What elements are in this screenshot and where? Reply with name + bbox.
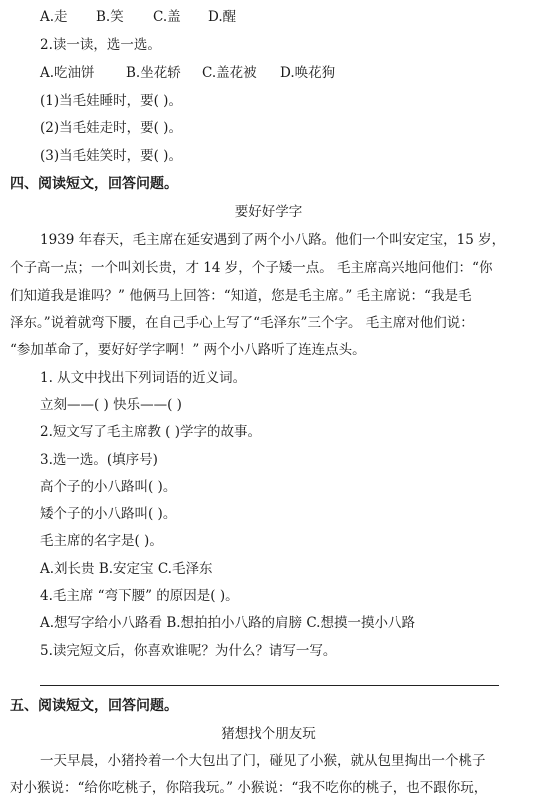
- q1-option-c: C.盖: [153, 9, 181, 25]
- q2-option-a: A.吃油饼: [40, 65, 95, 81]
- section4-question-4: 4.毛主席 “弯下腰” 的原因是( )。: [40, 588, 239, 604]
- section4-question-3-item-2: 矮个子的小八路叫( )。: [40, 506, 177, 522]
- section5-paragraph-line: 一天早晨，小猪拎着一个大包出了门，碰见了小猴，就从包里掏出一个桃子: [40, 753, 486, 769]
- section4-paragraph-line: 们知道我是谁吗？” 他俩马上回答：“知道，您是毛主席。” 毛主席说：“我是毛: [10, 288, 472, 304]
- q1-option-d: D.醒: [208, 9, 237, 25]
- q2-option-d: D.唤花狗: [280, 65, 336, 81]
- section5-heading: 五、阅读短文，回答问题。: [10, 698, 178, 714]
- section4-paragraph-line: “参加革命了，要好好学字啊！” 两个小八路听了连连点头。: [10, 342, 366, 358]
- q2-options: [40, 63, 335, 83]
- q1-option-a: A.走: [40, 9, 68, 25]
- section4-question-3-item-3: 毛主席的名字是( )。: [40, 533, 163, 549]
- q1-options: [40, 7, 236, 27]
- section4-question-3: 3.选一选。(填序号): [40, 452, 158, 468]
- section4-paragraph-line: 个子高一点；一个叫刘长贵，才 14 岁，个子矮一点。 毛主席高兴地问他们：“你: [10, 260, 493, 276]
- section4-question-4-options: A.想写字给小八路看 B.想拍拍小八路的肩膀 C.想摸一摸小八路: [40, 615, 415, 631]
- section4-passage-title: 要好好学字: [234, 204, 303, 220]
- section4-question-1: 1. 从文中找出下列词语的近义词。: [40, 370, 247, 386]
- q2-item-2: (2)当毛娃走时，要( )。: [40, 120, 182, 136]
- section4-question-5: 5.读完短文后，你喜欢谁呢？为什么？请写一写。: [40, 643, 337, 659]
- section5-passage-title: 猪想找个朋友玩: [221, 726, 316, 742]
- q2-item-1: (1)当毛娃睡时，要( )。: [40, 93, 182, 109]
- answer-line: [40, 685, 499, 686]
- section4-question-1-blanks: 立刻——( ) 快乐——( ): [40, 397, 182, 413]
- q2-item-3: (3)当毛娃笑时，要( )。: [40, 148, 182, 164]
- section4-heading: 四、阅读短文，回答问题。: [10, 176, 178, 192]
- section4-paragraph-line: 泽东。”说着就弯下腰，在自己手心上写了“毛泽东”三个字。 毛主席对他们说：: [10, 315, 474, 331]
- q1-option-b: B.笑: [96, 9, 124, 25]
- section5-paragraph-line: 对小猴说：“给你吃桃子，你陪我玩。” 小猴说：“我不吃你的桃子，也不跟你玩，: [10, 780, 488, 796]
- q2-title: 2.读一读，选一选。: [40, 37, 161, 53]
- section4-paragraph-line: 1939 年春天，毛主席在延安遇到了两个小八路。他们一个叫安定宝，15 岁，: [40, 232, 506, 248]
- section4-question-3-item-1: 高个子的小八路叫( )。: [40, 479, 177, 495]
- section4-question-2: 2.短文写了毛主席教 ( )学字的故事。: [40, 424, 261, 440]
- q2-option-c: C.盖花被: [202, 65, 257, 81]
- section4-question-3-options: A.刘长贵 B.安定宝 C.毛泽东: [40, 561, 213, 577]
- q2-option-b: B.坐花轿: [126, 65, 181, 81]
